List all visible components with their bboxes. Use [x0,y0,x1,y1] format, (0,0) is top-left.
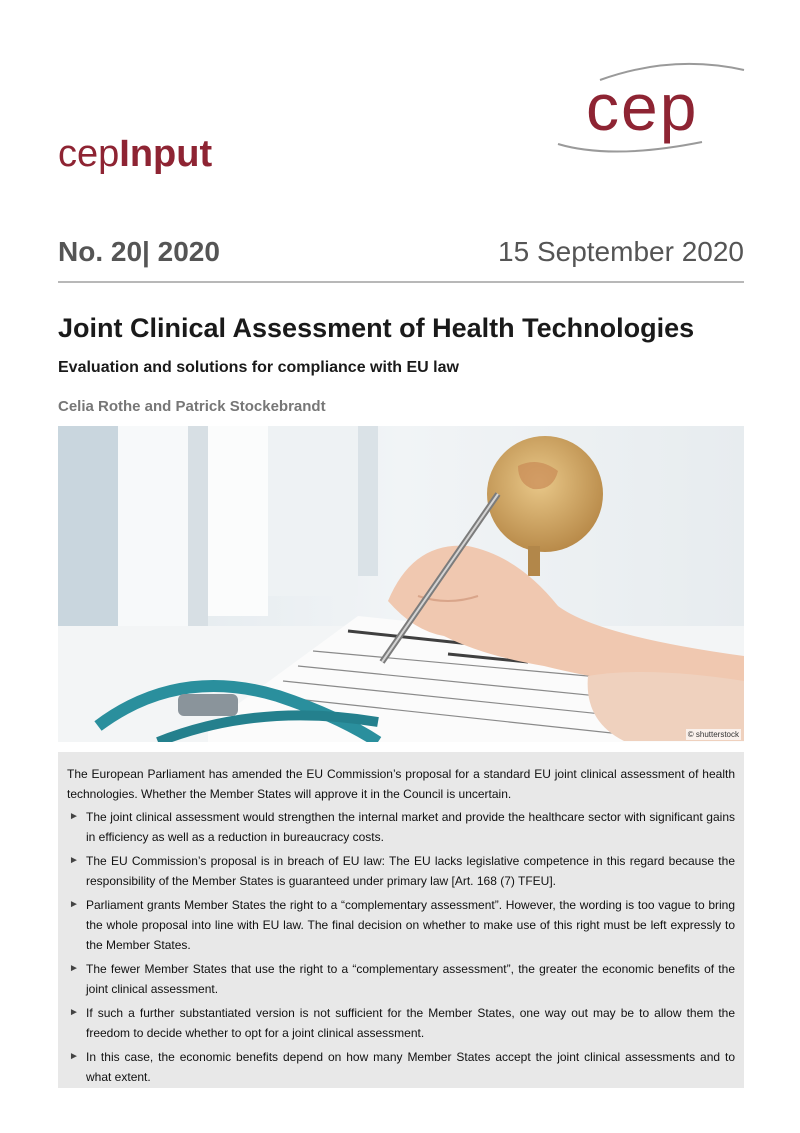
series-prefix: cep [58,133,120,175]
summary-bullets [67,807,735,1087]
header-divider [58,281,744,283]
summary-bullet [67,959,735,999]
document-subtitle: Evaluation and solutions for compliance with EU law [58,359,459,376]
logo-wordmark: cep [586,70,699,144]
triangle-right-icon: ► [69,963,79,974]
summary-bullet [67,895,735,955]
document-authors: Celia Rothe and Patrick Stockebrandt [58,398,326,415]
summary-bullet-text: Parliament grants Member States the right to a “complementary assessment”. However, the wording is too vague to bring the whole proposal into line with EU law. The final decision on whether to make use of this right must be left expressly to the Member States. [86,898,735,952]
summary-bullet-text: In this case, the economic benefits depend on how many Member States accept the joint clinical assessments and to what extent. [86,1050,735,1084]
summary-intro: The European Parliament has amended the EU Commission’s proposal for a standard EU joint clinical assessment of health technologies. Whether the Member States will approve it in the Council is uncertain. [67,767,735,801]
triangle-right-icon: ► [69,855,79,866]
globe-icon [487,436,603,552]
series-title [58,135,212,173]
summary-bullet-text: The fewer Member States that use the right to a “complementary assessment”, the greater the economic benefits of the joint clinical assessment. [86,962,735,996]
clinical-form-illustration [58,426,744,742]
document-title: Joint Clinical Assessment of Health Technologies [58,313,695,343]
series-name: Input [119,133,213,175]
photo-credit: © shutterstock [687,730,739,739]
summary-bullet-text: The EU Commission’s proposal is in breach of EU law: The EU lacks legislative competence in this regard because the responsibility of the Member States is guaranteed under primary law [Art. 168 (7) TFEU]. [86,854,735,888]
summary-bullet-text: If such a further substantiated version is not sufficient for the Member States, one way out may be to allow them the freedom to decide whether to opt for a joint clinical assessment. [86,1006,735,1040]
cover-photo [58,426,744,742]
summary-bullet [67,1003,735,1043]
summary-bullet-text: The joint clinical assessment would strengthen the internal market and provide the healthcare sector with significant gains in efficiency as well as a reduction in bureaucracy costs. [86,810,735,844]
issue-date: 15 September 2020 [498,236,744,267]
summary-bullet [67,851,735,891]
cep-logo [552,58,752,163]
summary-box [58,752,744,1088]
triangle-right-icon: ► [69,1051,79,1062]
triangle-right-icon: ► [69,811,79,822]
summary-bullet [67,1047,735,1087]
summary-bullet [67,807,735,847]
triangle-right-icon: ► [69,1007,79,1018]
issue-number: No. 20| 2020 [58,236,220,267]
triangle-right-icon: ► [69,899,79,910]
